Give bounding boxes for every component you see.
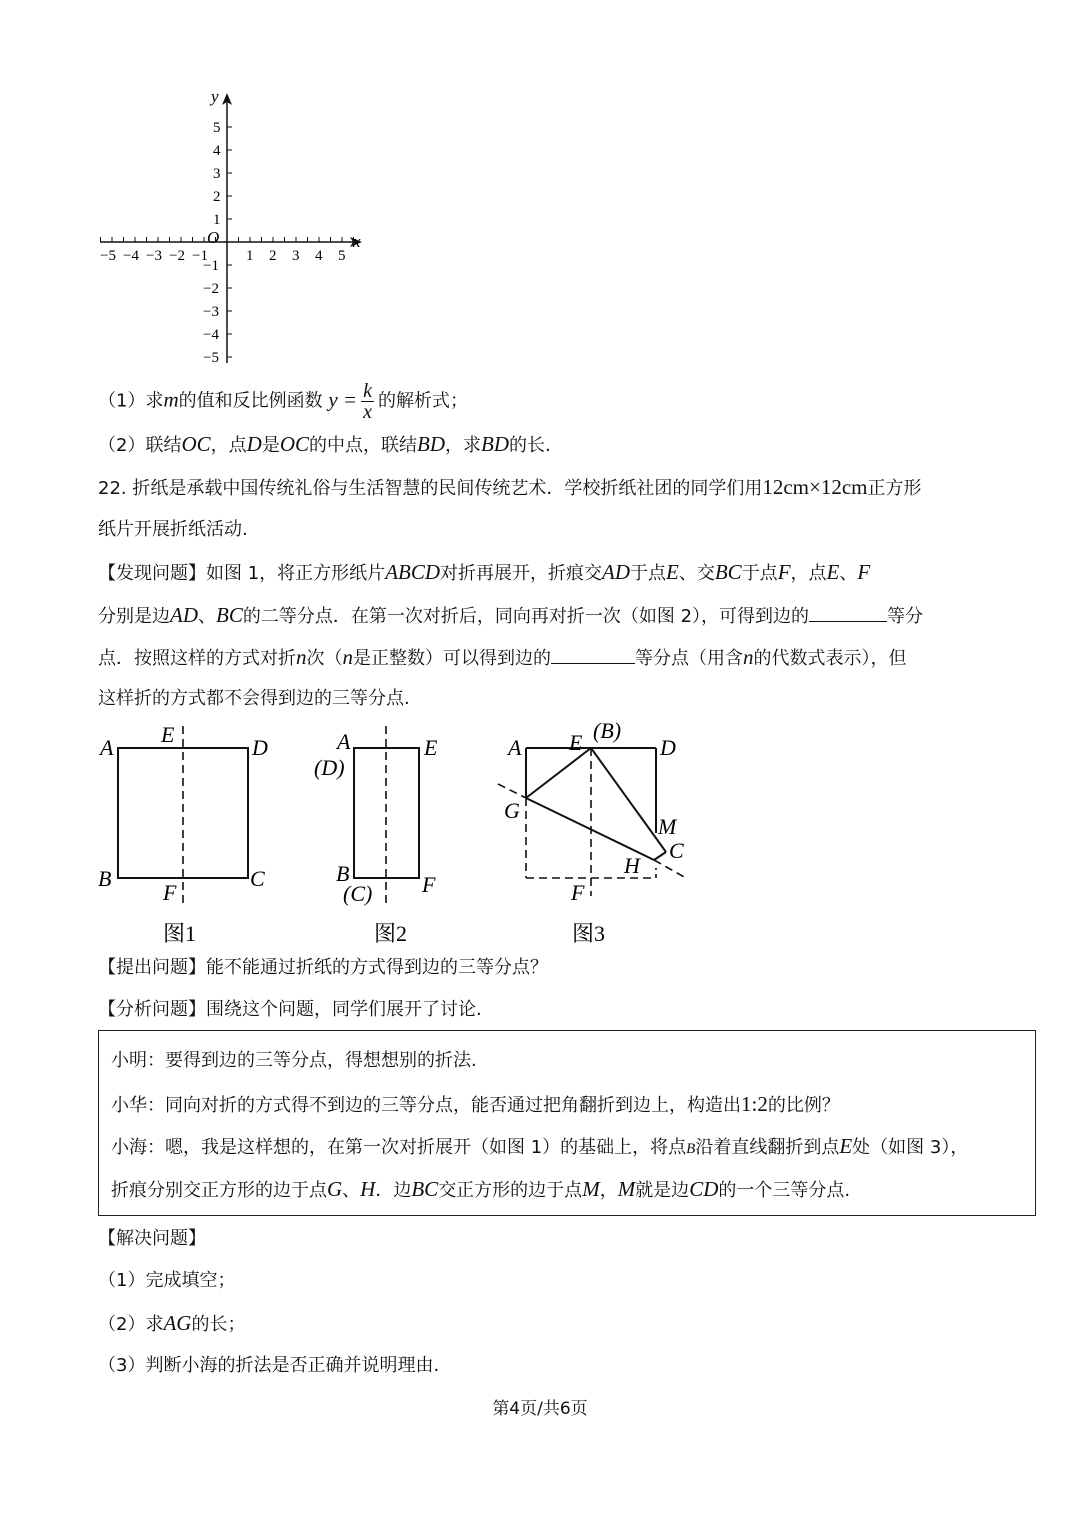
fig3-label-B: (B) bbox=[593, 718, 622, 743]
fig2-caption: 图2 bbox=[374, 921, 408, 946]
solve-part1: （1）完成填空； bbox=[98, 1270, 236, 1291]
y-tick-label: 3 bbox=[213, 166, 221, 182]
x-tick-label: −2 bbox=[169, 248, 185, 264]
fraction-k-over-x: $\frac{k}{x}$ bbox=[363, 380, 372, 423]
xiaohai-line: 小海：嗯，我是这样想的，在第一次对折展开（如图 1）的基础上，将点B沿着直线翻折到点E处（如图 3）， bbox=[111, 1134, 969, 1158]
xiaohua-line: 小华：同向对折的方式得不到边的三等分点，能否通过把角翻折到边上，构造出1:2的比例？ bbox=[111, 1092, 840, 1116]
x-tick-label: −5 bbox=[100, 248, 116, 264]
y-axis-label: y bbox=[211, 87, 219, 106]
y-tick-label: 5 bbox=[213, 120, 221, 136]
solve-part2: （2）求AG的长； bbox=[98, 1311, 246, 1335]
x-tick-label: 3 bbox=[292, 248, 300, 264]
figure-1 bbox=[95, 718, 285, 950]
q21-part1: （1）求m的值和反比例函数 y = $\frac{k}{x}$ 的解析式； bbox=[98, 380, 468, 423]
y-tick-label: 4 bbox=[213, 143, 221, 159]
y-tick-label: 1 bbox=[213, 212, 221, 228]
y-tick-label: 2 bbox=[213, 189, 221, 205]
fig1-label-D: D bbox=[252, 735, 268, 760]
ask-question: 【提出问题】能不能通过折纸的方式得到边的三等分点？ bbox=[98, 957, 548, 978]
x-tick-label: 5 bbox=[338, 248, 346, 264]
fig1-label-B: B bbox=[98, 866, 112, 891]
fig1-caption: 图1 bbox=[163, 921, 197, 946]
fill-blank-2[interactable] bbox=[551, 645, 635, 664]
figure-3 bbox=[490, 718, 700, 950]
x-tick-label: −4 bbox=[123, 248, 139, 264]
q22-line4: 分别是边AD、BC的二等分点．在第一次对折后，同向再对折一次（如图 2），可得到边的 等分 bbox=[98, 603, 924, 627]
coordinate-axes bbox=[90, 85, 380, 370]
analyze-question: 【分析问题】围绕这个问题，同学们展开了讨论. bbox=[98, 999, 482, 1020]
y-tick-label: −2 bbox=[203, 281, 219, 297]
x-tick-label: 1 bbox=[246, 248, 254, 264]
fig1-label-E: E bbox=[161, 722, 175, 747]
fig3-label-A: A bbox=[508, 735, 522, 760]
fig1-label-F: F bbox=[163, 880, 177, 905]
fig3-label-G: G bbox=[504, 798, 520, 823]
fig3-label-E: E bbox=[569, 730, 583, 755]
y-tick-label: −3 bbox=[203, 304, 219, 320]
fig2-label-D: (D) bbox=[314, 755, 345, 780]
fig1-label-C: C bbox=[250, 866, 265, 891]
x-tick-label: −3 bbox=[146, 248, 162, 264]
fig3-label-D: D bbox=[660, 735, 676, 760]
fig3-label-H: H bbox=[624, 853, 640, 878]
discussion-box bbox=[98, 1030, 1036, 1216]
fig3-label-M: M bbox=[658, 814, 677, 839]
x-tick-label: −1 bbox=[192, 248, 208, 264]
q21-part2: （2）联结OC，点D是OC的中点，联结BD，求BD的长. bbox=[98, 432, 551, 456]
fig2-label-E: E bbox=[424, 735, 438, 760]
x-tick-label: 2 bbox=[269, 248, 277, 264]
fig3-label-F: F bbox=[571, 880, 585, 905]
fig2-label-F: F bbox=[422, 872, 436, 897]
x-tick-label: 4 bbox=[315, 248, 323, 264]
q22-line5: 点．按照这样的方式对折n次（n是正整数）可以得到边的 等分点（用含n的代数式表示），但 bbox=[98, 645, 907, 669]
solve-title: 【解决问题】 bbox=[98, 1228, 206, 1249]
fig2-label-B: B bbox=[336, 861, 350, 886]
xiaoming-line: 小明：要得到边的三等分点，得想想别的折法. bbox=[111, 1050, 477, 1071]
solve-part3: （3）判断小海的折法是否正确并说明理由. bbox=[98, 1355, 440, 1376]
y-tick-label: −4 bbox=[203, 327, 219, 343]
origin-label: O bbox=[207, 228, 220, 247]
q22-line6: 这样折的方式都不会得到边的三等分点. bbox=[98, 688, 410, 709]
y-tick-label: −1 bbox=[203, 258, 219, 274]
figure-2 bbox=[310, 718, 460, 950]
q22-line1: 22. 折纸是承载中国传统礼俗与生活智慧的民间传统艺术．学校折纸社团的同学们用12cm×12cm正方形 bbox=[98, 475, 922, 499]
page-footer: 第4页/共6页 bbox=[492, 1399, 588, 1419]
q22-line3: 【发现问题】如图 1，将正方形纸片ABCD对折再展开，折痕交AD于点E、交BC于点F，点E、F bbox=[98, 560, 871, 584]
fill-blank-1[interactable] bbox=[809, 603, 887, 622]
y-tick-label: −5 bbox=[203, 350, 219, 366]
xiaohai-line-2: 折痕分别交正方形的边于点G、H．边BC交正方形的边于点M，M就是边CD的一个三等分点. bbox=[111, 1177, 851, 1201]
fig2-label-C: (C) bbox=[343, 881, 373, 906]
fig3-caption: 图3 bbox=[572, 921, 606, 946]
x-axis-label: x bbox=[353, 232, 361, 251]
fig2-label-A: A bbox=[337, 729, 351, 754]
fig3-label-C: C bbox=[669, 838, 684, 863]
q22-line2: 纸片开展折纸活动. bbox=[98, 519, 248, 540]
fig1-label-A: A bbox=[100, 735, 114, 760]
